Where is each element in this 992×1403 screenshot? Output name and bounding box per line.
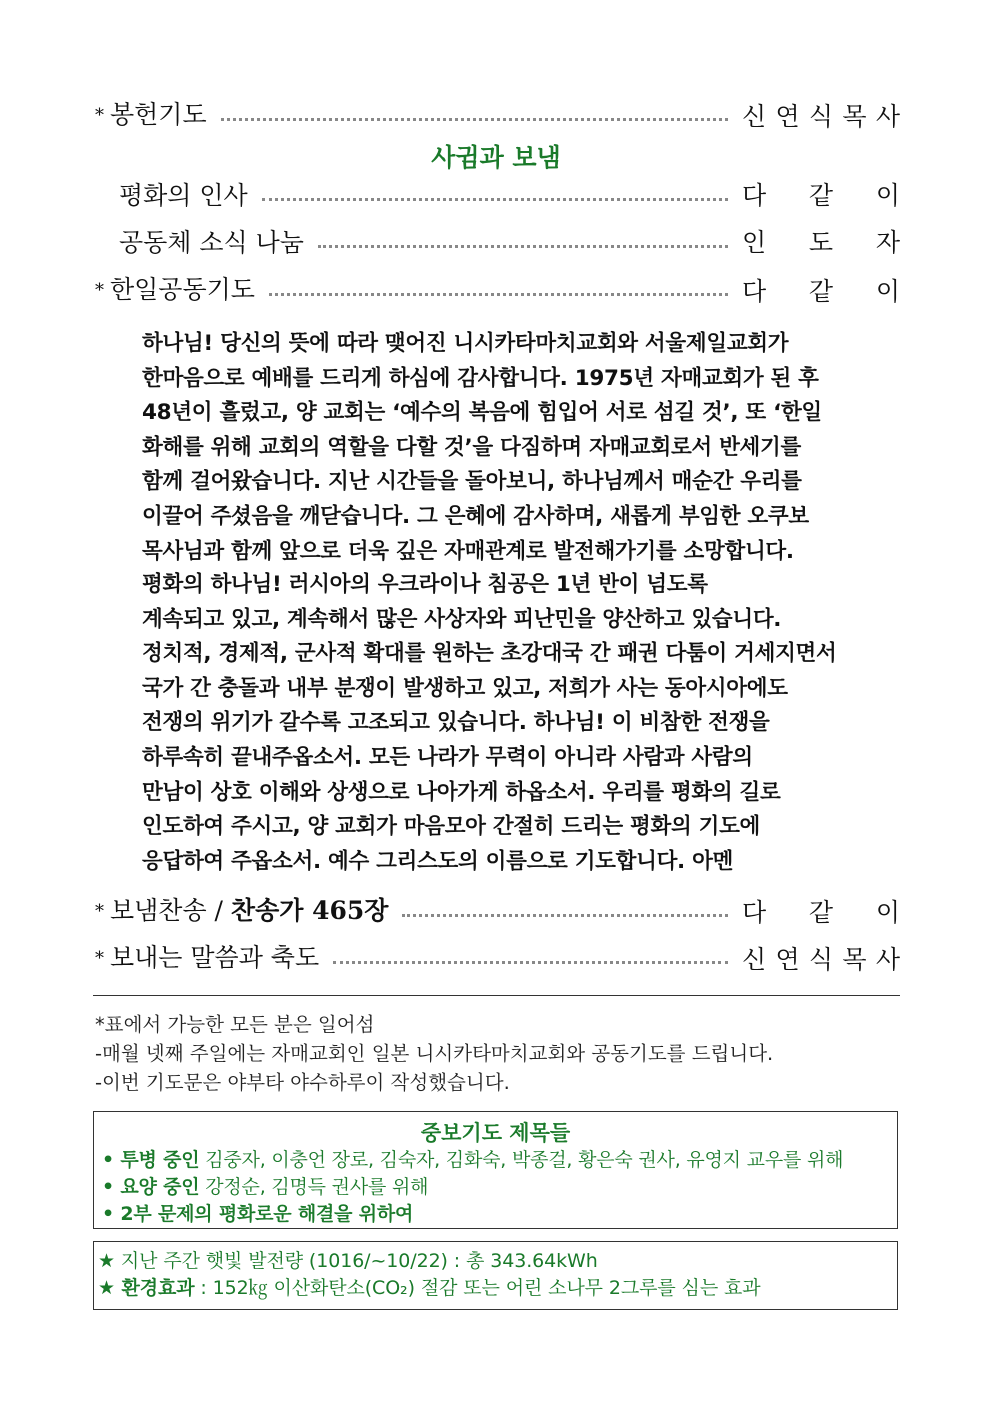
prayer-line: 계속되고 있고, 계속해서 많은 사상자와 피난민을 양산하고 있습니다. <box>142 606 782 632</box>
prayer-line: 만남이 상호 이해와 상생으로 나아가게 하옵소서. 우리를 평화의 길로 <box>142 779 781 805</box>
order-item-community-news <box>95 225 900 261</box>
leader-dots <box>269 293 728 296</box>
order-item-label: 평화의 인사 <box>119 181 248 210</box>
order-item-leader: 신 연 식 목 사 <box>742 101 900 131</box>
intercession-item: • 투병 중인 김중자, 이충언 장로, 김숙자, 김화숙, 박종걸, 황은숙 권사, 유영지 교우를 위해 <box>102 1149 844 1171</box>
leader-dots <box>221 118 728 121</box>
prayer-paragraph-1 <box>142 327 887 569</box>
divider <box>93 995 900 996</box>
prayer-line: 목사님과 함께 앞으로 더욱 깊은 자매관계로 발전해가기를 소망합니다. <box>142 538 794 564</box>
note-line: *표에서 가능한 모든 분은 일어섬 <box>95 1013 375 1036</box>
prayer-line: 한마음으로 예배를 드리게 하심에 감사합니다. 1975년 자매교회가 된 후 <box>142 365 819 391</box>
hymn-number: 찬송가 465장 <box>230 896 389 925</box>
intercession-item: • 2부 문제의 평화로운 해결을 위하여 <box>102 1203 414 1225</box>
environment-effect-line: ★ 환경효과 : 152㎏ 이산화탄소(CO₂) 절감 또는 어린 소나무 2그루를 심는 효과 <box>98 1277 761 1299</box>
prayer-line: 이끌어 주셨음을 깨닫습니다. 그 은혜에 감사하며, 새롭게 부임한 오쿠보 <box>142 503 809 529</box>
notes <box>95 1010 773 1097</box>
order-item-label: 한일공동기도 <box>110 275 255 304</box>
prayer-line: 국가 간 충돌과 내부 분쟁이 발생하고 있고, 저희가 사는 동아시아에도 <box>142 675 788 701</box>
star-mark: * <box>95 901 104 922</box>
leader-dots <box>262 198 728 201</box>
prayer-line: 정치적, 경제적, 군사적 확대를 원하는 초강대국 간 패권 다툼이 거세지면서 <box>142 641 837 667</box>
leader-dots <box>333 961 728 964</box>
order-item-leader: 다 같 이 <box>742 181 900 210</box>
note-line: -이번 기도문은 야부타 야수하루이 작성했습니다. <box>95 1071 510 1094</box>
prayer-line: 평화의 하나님! 러시아의 우크라이나 침공은 1년 반이 넘도록 <box>142 572 708 597</box>
prayer-line: 전쟁의 위기가 갈수록 고조되고 있습니다. 하나님! 이 비참한 전쟁을 <box>142 710 770 736</box>
prayer-line: 화해를 위해 교회의 역할을 다할 것’을 다짐하며 자매교회로서 반세기를 <box>142 434 801 460</box>
prayer-line: 응답하여 주옵소서. 예수 그리스도의 이름으로 기도합니다. 아멘 <box>142 848 734 874</box>
order-item-sending-hymn: * 보냄찬송 / 찬송가 465장 다 같 이 <box>95 893 900 932</box>
star-mark: * <box>95 105 104 126</box>
prayer-paragraph-2 <box>142 568 887 879</box>
star-mark: * <box>95 280 104 301</box>
star-mark: * <box>95 948 104 969</box>
solar-power-box <box>93 1241 898 1310</box>
prayer-line: 48년이 흘렀고, 양 교회는 ‘예수의 복음에 힘입어 서로 섬길 것’, 또 ‘한일 <box>142 400 822 426</box>
order-item-joint-prayer <box>95 272 900 311</box>
intercession-title: 중보기도 제목들 <box>420 1121 571 1145</box>
section-title: 사귐과 보냄 <box>431 143 561 172</box>
prayer-line: 함께 걸어왔습니다. 지난 시간들을 돌아보니, 하나님께서 매순간 우리를 <box>142 469 802 495</box>
leader-dots <box>318 245 728 248</box>
prayer-line: 하나님! 당신의 뜻에 따라 맺어진 니시카타마치교회와 서울제일교회가 <box>142 331 789 356</box>
intercession-item: • 요양 중인 강정순, 김명득 권사를 위해 <box>102 1176 429 1198</box>
order-item-leader: 인 도 자 <box>742 228 900 257</box>
order-item-leader: 다 같 이 <box>742 897 900 927</box>
order-item-benediction: * 보내는 말씀과 축도 신 연 식 목 사 <box>95 940 900 979</box>
order-item-label: 봉헌기도 <box>110 100 207 129</box>
prayer-line: 인도하여 주시고, 양 교회가 마음모아 간절히 드리는 평화의 기도에 <box>142 814 761 840</box>
order-item-offertory-prayer <box>95 97 900 136</box>
note-line: -매월 넷째 주일에는 자매교회인 일본 니시카타마치교회와 공동기도를 드립니다. <box>95 1042 774 1065</box>
intercession-box <box>93 1111 898 1229</box>
order-item-peace-greeting <box>95 178 900 214</box>
prayer-line: 하루속히 끝내주옵소서. 모든 나라가 무력이 아니라 사람과 사람의 <box>142 744 753 770</box>
order-item-label: 공동체 소식 나눔 <box>119 228 304 257</box>
order-item-leader: 다 같 이 <box>742 276 900 306</box>
order-item-leader: 신 연 식 목 사 <box>742 944 900 974</box>
leader-dots <box>402 914 728 917</box>
solar-generation-line: ★ 지난 주간 햇빛 발전량 (1016/~10/22) : 총 343.64kWh <box>98 1250 598 1272</box>
